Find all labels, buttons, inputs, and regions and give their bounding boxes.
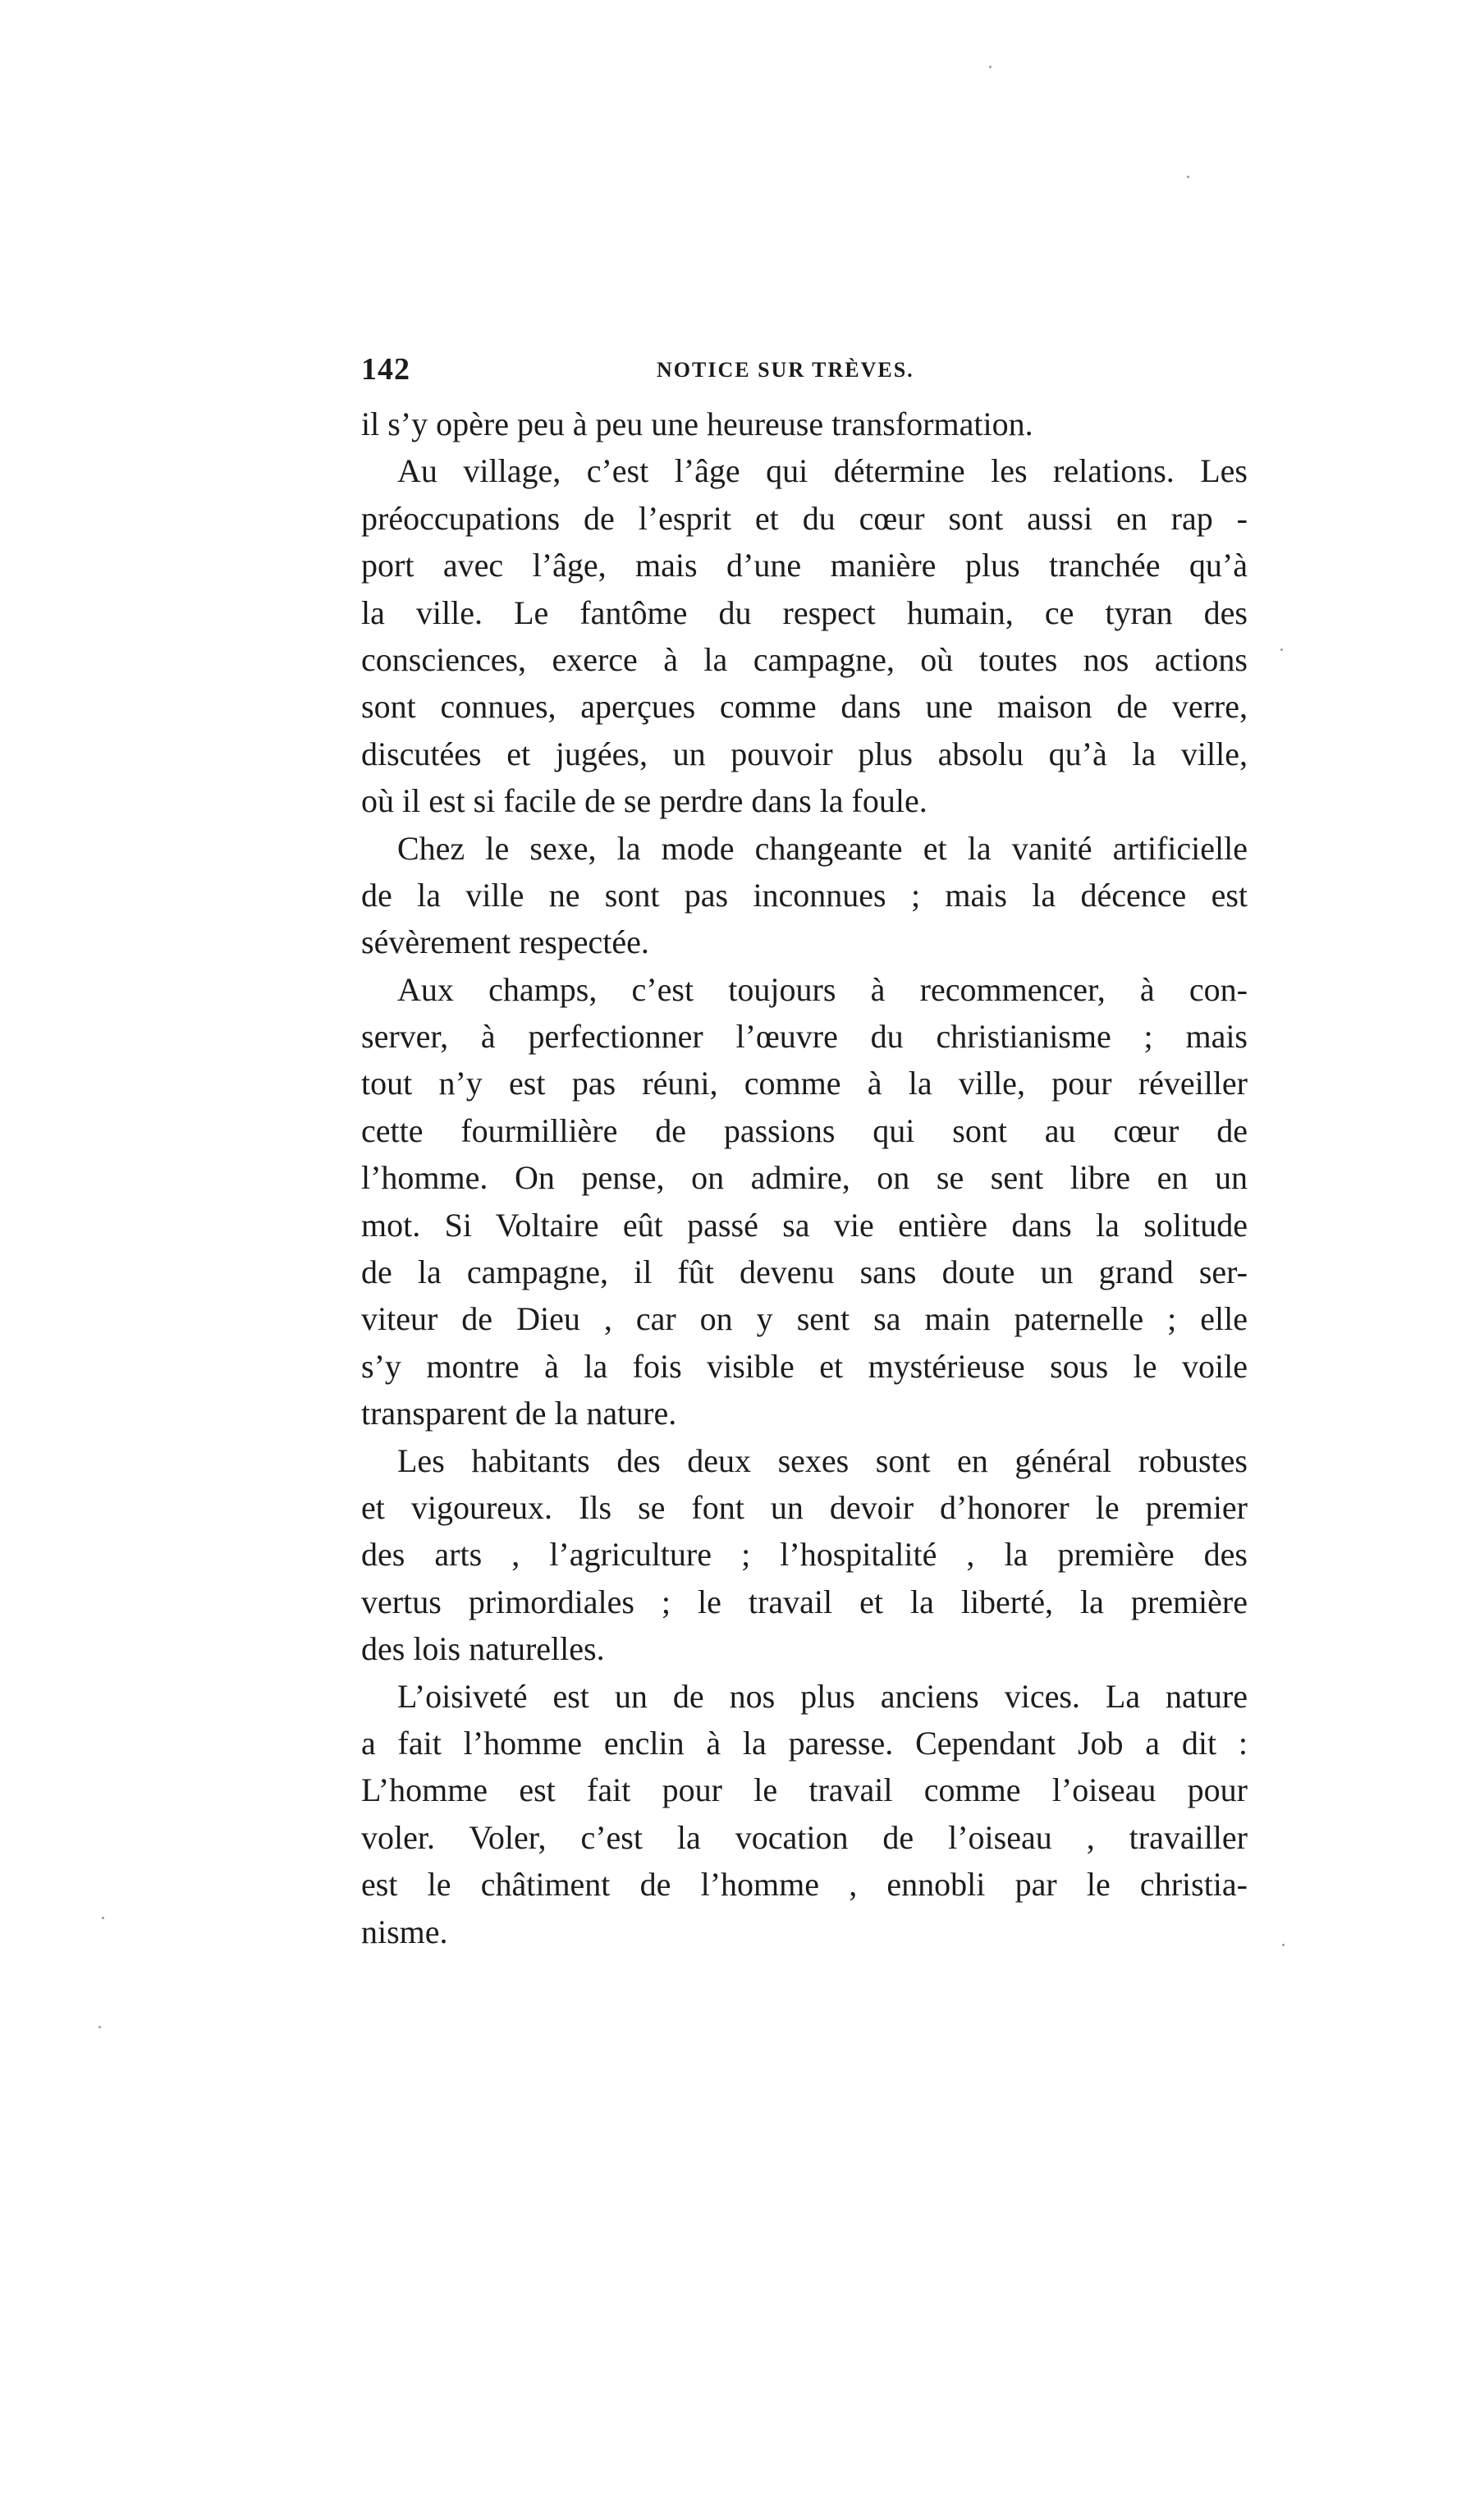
text-line: Les habitants des deux sexes sont en général robustes xyxy=(397,1441,1248,1479)
text-line: server, à perfectionner l’œuvre du christianisme ; mais xyxy=(361,1018,1248,1056)
text-line: viteur de Dieu , car on y sent sa main paternelle ; elle xyxy=(361,1300,1248,1338)
text-line: de la campagne, il fût devenu sans doute un grand ser- xyxy=(361,1253,1248,1291)
text-line: préoccupations de l’esprit et du cœur sont aussi en rap - xyxy=(361,499,1248,537)
text-line: Au village, c’est l’âge qui détermine les relations. Les xyxy=(397,452,1248,490)
body-text xyxy=(361,401,1248,1955)
text-line: port avec l’âge, mais d’une manière plus tranchée qu’à xyxy=(361,547,1248,584)
text-line: Chez le sexe, la mode changeante et la vanité artificielle xyxy=(397,829,1248,867)
running-head: NOTICE SUR TRÈVES. xyxy=(657,358,914,382)
text-line: transparent de la nature. xyxy=(361,1395,677,1432)
page-header xyxy=(361,351,1248,401)
text-line: nisme. xyxy=(361,1913,448,1950)
text-line: où il est si facile de se perdre dans la foule. xyxy=(361,782,928,820)
page-number: 142 xyxy=(361,352,410,387)
text-line: l’homme. On pense, on admire, on se sent libre en un xyxy=(361,1159,1248,1197)
text-line: consciences, exerce à la campagne, où toutes nos actions xyxy=(361,640,1248,678)
scan-speck xyxy=(1187,176,1189,178)
text-line: vertus primordiales ; le travail et la liberté, la première xyxy=(361,1583,1248,1620)
text-line: des lois naturelles. xyxy=(361,1630,605,1668)
text-line: mot. Si Voltaire eût passé sa vie entière dans la solitude xyxy=(361,1206,1248,1244)
text-line: est le châtiment de l’homme , ennobli par le christia- xyxy=(361,1866,1248,1904)
text-line: Aux champs, c’est toujours à recommencer, à con- xyxy=(397,970,1248,1008)
text-line: sévèrement respectée. xyxy=(361,923,649,961)
text-line: il s’y opère peu à peu une heureuse transformation. xyxy=(361,406,1033,442)
text-line: s’y montre à la fois visible et mystérieuse sous le voile xyxy=(361,1347,1248,1385)
text-line: L’homme est fait pour le travail comme l’oiseau pour xyxy=(361,1771,1248,1809)
text-line: cette fourmillière de passions qui sont au cœur de xyxy=(361,1111,1248,1149)
scan-speck xyxy=(102,1917,104,1919)
text-line: a fait l’homme enclin à la paresse. Cependant Job a dit : xyxy=(361,1724,1248,1762)
text-line: voler. Voler, c’est la vocation de l’oiseau , travailler xyxy=(361,1818,1248,1856)
text-line: tout n’y est pas réuni, comme à la ville, pour réveiller xyxy=(361,1065,1248,1102)
text-line: discutées et jugées, un pouvoir plus absolu qu’à la ville, xyxy=(361,735,1248,772)
text-line: L’oisiveté est un de nos plus anciens vices. La nature xyxy=(397,1677,1248,1715)
text-line: la ville. Le fantôme du respect humain, ce tyran des xyxy=(361,593,1248,631)
text-line: sont connues, aperçues comme dans une maison de verre, xyxy=(361,688,1248,726)
scan-speck xyxy=(989,66,992,68)
scan-speck xyxy=(1282,1944,1285,1946)
text-line: de la ville ne sont pas inconnues ; mais la décence est xyxy=(361,876,1248,914)
text-line: des arts , l’agriculture ; l’hospitalité , la première des xyxy=(361,1536,1248,1574)
text-line: et vigoureux. Ils se font un devoir d’honorer le premier xyxy=(361,1488,1248,1526)
scan-speck xyxy=(1280,648,1283,651)
scan-speck xyxy=(98,2026,101,2028)
